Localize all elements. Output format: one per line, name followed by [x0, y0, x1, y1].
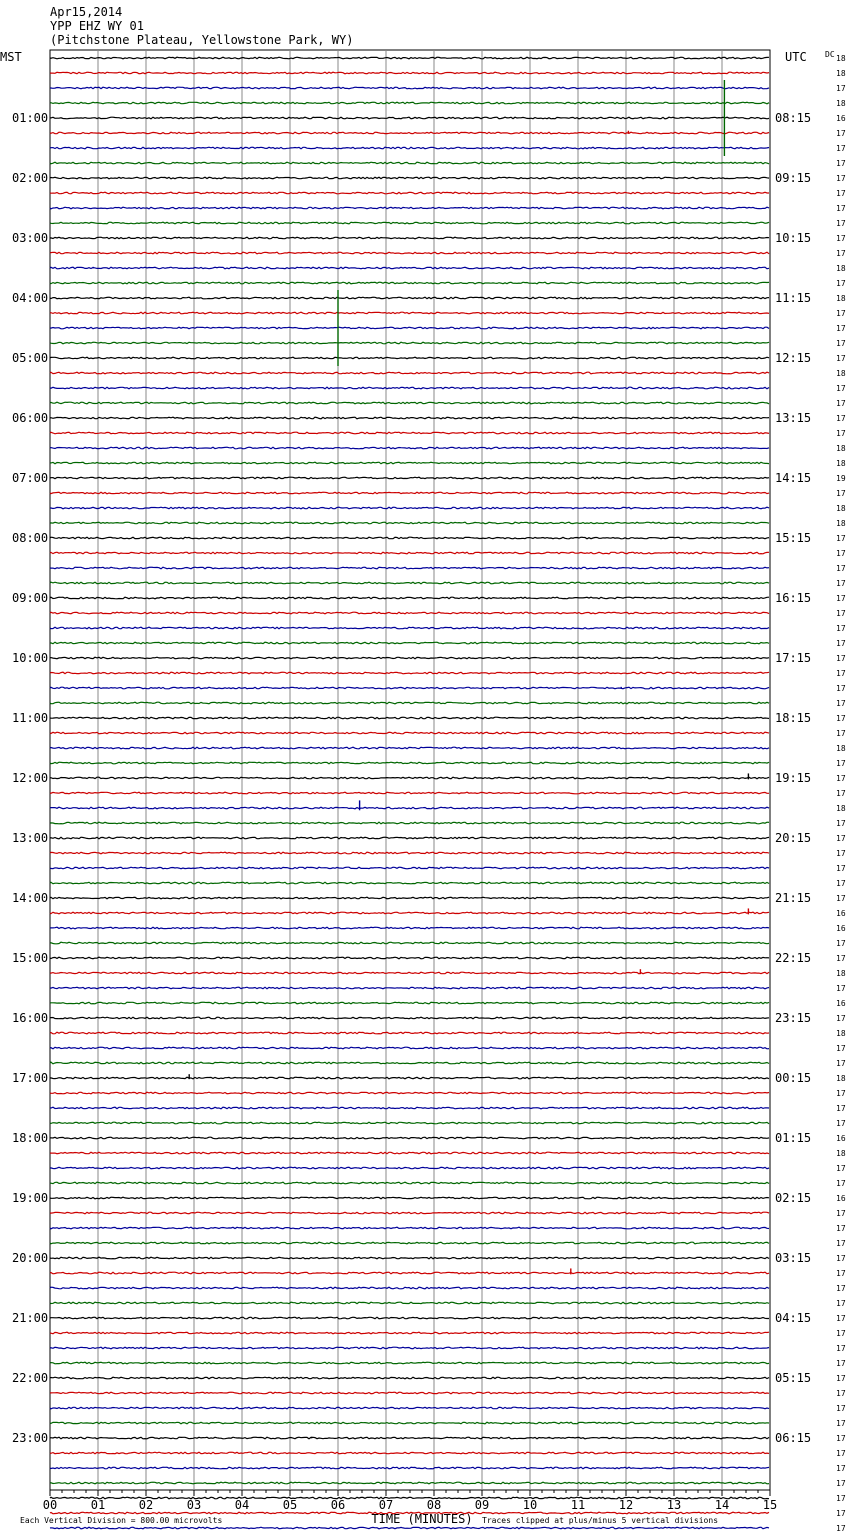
dc-offset-value: 17	[836, 384, 846, 393]
seismic-trace	[50, 1242, 769, 1244]
seismic-trace	[50, 1092, 769, 1094]
seismic-trace	[50, 687, 769, 689]
dc-offset-value: 17	[836, 339, 846, 348]
dc-offset-value: 17	[836, 1164, 846, 1173]
dc-offset-value: 17	[836, 309, 846, 318]
x-tick-label: 03	[186, 1498, 202, 1512]
seismic-trace	[50, 1422, 769, 1424]
dc-offset-value: 16	[836, 1194, 846, 1203]
dc-offset-value: 17	[836, 849, 846, 858]
dc-offset-value: 17	[836, 1284, 846, 1293]
dc-offset-value: 17	[836, 639, 846, 648]
utc-hour-label: 16:15	[775, 591, 812, 605]
seismic-trace	[50, 1227, 769, 1229]
seismic-trace	[50, 1137, 769, 1139]
seismic-trace	[50, 162, 769, 164]
dc-offset-value: 17	[836, 789, 846, 798]
dc-offset-value: 17	[836, 1344, 846, 1353]
seismic-trace	[50, 987, 769, 989]
utc-hour-label: 00:15	[775, 1071, 812, 1085]
mst-hour-label: 21:00	[12, 1311, 49, 1325]
mst-hour-label: 22:00	[12, 1371, 49, 1385]
mst-hour-label: 19:00	[12, 1191, 49, 1205]
seismic-trace	[50, 372, 769, 374]
dc-offset-value: 17	[836, 1374, 846, 1383]
seismic-trace	[50, 1302, 769, 1304]
x-tick-label: 07	[378, 1498, 394, 1512]
seismic-trace	[50, 972, 769, 974]
dc-offset-value: 17	[836, 549, 846, 558]
seismic-trace	[50, 222, 769, 224]
seismic-trace	[50, 612, 769, 614]
mst-hour-label: 10:00	[12, 651, 49, 665]
dc-offset-value: 16	[836, 114, 846, 123]
dc-offset-value: 17	[836, 1404, 846, 1413]
dc-offset-value: 16	[836, 999, 846, 1008]
mst-hour-label: 04:00	[12, 291, 49, 305]
utc-hour-label: 22:15	[775, 951, 812, 965]
seismic-trace	[50, 237, 769, 239]
dc-offset-value: 17	[836, 669, 846, 678]
dc-offset-value: 17	[836, 429, 846, 438]
dc-offset-value: 18	[836, 264, 846, 273]
header-date: Apr15,2014	[50, 5, 123, 19]
dc-offset-value: 17	[836, 1089, 846, 1098]
dc-offset-value: 17	[836, 1044, 846, 1053]
seismic-trace	[50, 1047, 769, 1049]
seismic-trace	[50, 672, 769, 674]
dc-offset-value: 17	[836, 1239, 846, 1248]
utc-hour-label: 06:15	[775, 1431, 812, 1445]
x-tick-label: 06	[330, 1498, 346, 1512]
dc-offset-value: 17	[836, 894, 846, 903]
dc-offset-value: 17	[836, 414, 846, 423]
dc-offset-value: 18	[836, 744, 846, 753]
seismic-trace	[50, 867, 769, 869]
seismic-trace	[50, 1272, 769, 1274]
dc-offset-value: 17	[836, 1104, 846, 1113]
dc-offset-value: 17	[836, 594, 846, 603]
dc-offset-value: 18	[836, 369, 846, 378]
seismic-trace	[50, 702, 769, 704]
utc-hour-label: 15:15	[775, 531, 812, 545]
seismic-trace	[50, 1437, 769, 1439]
dc-offset-value: 17	[836, 819, 846, 828]
seismic-trace	[50, 747, 769, 749]
x-tick-label: 12	[618, 1498, 634, 1512]
footer-clipping-note: Traces clipped at plus/minus 5 vertical divisions	[482, 1516, 719, 1525]
dc-offset-value: 17	[836, 624, 846, 633]
dc-offset-value: 17	[836, 954, 846, 963]
dc-offset-value: 16	[836, 909, 846, 918]
utc-hour-label: 01:15	[775, 1131, 812, 1145]
mst-hour-label: 06:00	[12, 411, 49, 425]
dc-offset-value: 18	[836, 69, 846, 78]
x-tick-label: 11	[570, 1498, 586, 1512]
x-tick-label: 14	[714, 1498, 730, 1512]
seismic-trace	[50, 567, 769, 569]
dc-offset-value: 16	[836, 924, 846, 933]
dc-offset-value: 17	[836, 144, 846, 153]
mst-hour-label: 02:00	[12, 171, 49, 185]
dc-offset-value: 17	[836, 1479, 846, 1488]
dc-offset-value: 17	[836, 714, 846, 723]
seismic-trace	[50, 507, 769, 509]
dc-offset-value: 17	[836, 1494, 846, 1503]
seismic-trace	[50, 132, 769, 134]
dc-offset-value: 17	[836, 234, 846, 243]
seismic-trace	[50, 642, 769, 644]
dc-offset-value: 17	[836, 219, 846, 228]
plot-frame	[50, 50, 770, 1490]
dc-offset-value: 18	[836, 459, 846, 468]
seismic-trace	[50, 402, 769, 404]
seismic-trace	[50, 267, 769, 269]
dc-offset-value: 17	[836, 939, 846, 948]
dc-offset-value: 17	[836, 189, 846, 198]
seismic-trace	[50, 717, 769, 719]
dc-offset-value: 17	[836, 1524, 846, 1533]
utc-hour-label: 13:15	[775, 411, 812, 425]
dc-offset-value: 18	[836, 804, 846, 813]
dc-offset-value: 17	[836, 159, 846, 168]
seismic-trace	[50, 1122, 769, 1124]
dc-offset-value: 17	[836, 984, 846, 993]
seismic-trace	[50, 117, 769, 119]
seismic-trace	[50, 657, 769, 659]
seismic-trace	[50, 1377, 769, 1379]
x-tick-label: 08	[426, 1498, 442, 1512]
seismic-trace	[50, 522, 769, 524]
seismic-trace	[50, 882, 769, 884]
dc-offset-value: 17	[836, 864, 846, 873]
utc-hour-label: 23:15	[775, 1011, 812, 1025]
seismic-trace	[50, 807, 769, 809]
seismic-trace	[50, 1212, 769, 1214]
seismic-trace	[50, 177, 769, 179]
dc-offset-value: 18	[836, 99, 846, 108]
dc-offset-value: 17	[836, 1254, 846, 1263]
seismic-trace	[50, 87, 769, 89]
seismic-trace	[50, 1032, 769, 1034]
seismic-trace	[50, 1017, 769, 1019]
dc-offset-value: 17	[836, 84, 846, 93]
seismic-trace	[50, 1407, 769, 1409]
seismic-trace	[50, 1167, 769, 1169]
dc-offset-value: 17	[836, 354, 846, 363]
mst-hour-label: 16:00	[12, 1011, 49, 1025]
seismic-trace	[50, 1527, 769, 1529]
seismic-trace	[50, 597, 769, 599]
seismic-trace	[50, 417, 769, 419]
seismic-trace	[50, 1467, 769, 1469]
utc-hour-label: 10:15	[775, 231, 812, 245]
seismic-trace	[50, 582, 769, 584]
seismic-trace	[50, 1152, 769, 1154]
seismic-trace	[50, 792, 769, 794]
dc-offset-value: 17	[836, 699, 846, 708]
seismic-trace	[50, 1497, 769, 1499]
x-tick-label: 09	[474, 1498, 490, 1512]
mst-axis-label: MST	[0, 50, 22, 64]
seismic-trace	[50, 57, 769, 59]
seismic-trace	[50, 897, 769, 899]
utc-hour-label: 20:15	[775, 831, 812, 845]
mst-hour-label: 15:00	[12, 951, 49, 965]
dc-offset-value: 17	[836, 204, 846, 213]
dc-offset-value: 17	[836, 534, 846, 543]
dc-offset-value: 18	[836, 294, 846, 303]
x-tick-label: 05	[282, 1498, 298, 1512]
dc-offset-value: 17	[836, 279, 846, 288]
dc-offset-value: 17	[836, 1329, 846, 1338]
dc-offset-value: 17	[836, 324, 846, 333]
utc-hour-label: 21:15	[775, 891, 812, 905]
header-station: YPP EHZ WY 01	[50, 19, 144, 33]
dc-offset-value: 17	[836, 249, 846, 258]
dc-offset-value: 18	[836, 519, 846, 528]
dc-offset-value: 17	[836, 729, 846, 738]
mst-hour-label: 12:00	[12, 771, 49, 785]
seismic-trace	[50, 1107, 769, 1109]
dc-offset-value: 18	[836, 504, 846, 513]
dc-offset-value: 17	[836, 684, 846, 693]
seismic-trace	[50, 357, 769, 359]
dc-offset-value: 17	[836, 399, 846, 408]
seismic-trace	[50, 927, 769, 929]
dc-offset-value: 17	[836, 609, 846, 618]
dc-offset-value: 17	[836, 1464, 846, 1473]
dc-offset-value: 17	[836, 1449, 846, 1458]
seismic-trace	[50, 627, 769, 629]
seismic-trace	[50, 342, 769, 344]
dc-offset-value: 17	[836, 774, 846, 783]
utc-hour-label: 02:15	[775, 1191, 812, 1205]
mst-hour-label: 17:00	[12, 1071, 49, 1085]
mst-hour-label: 03:00	[12, 231, 49, 245]
seismic-trace	[50, 387, 769, 389]
seismic-trace	[50, 207, 769, 209]
utc-hour-label: 09:15	[775, 171, 812, 185]
utc-hour-label: 03:15	[775, 1251, 812, 1265]
seismic-trace	[50, 1257, 769, 1259]
seismic-trace	[50, 537, 769, 539]
seismic-trace	[50, 837, 769, 839]
seismic-trace	[50, 762, 769, 764]
seismic-trace	[50, 732, 769, 734]
seismic-trace	[50, 1482, 769, 1484]
mst-hour-label: 23:00	[12, 1431, 49, 1445]
dc-offset-value: 17	[836, 759, 846, 768]
dc-offset-value: 17	[836, 1419, 846, 1428]
utc-hour-label: 05:15	[775, 1371, 812, 1385]
mst-hour-label: 09:00	[12, 591, 49, 605]
utc-hour-label: 04:15	[775, 1311, 812, 1325]
mst-hour-label: 11:00	[12, 711, 49, 725]
dc-offset-value: 17	[836, 1014, 846, 1023]
mst-hour-label: 14:00	[12, 891, 49, 905]
dc-offset-value: 17	[836, 1359, 846, 1368]
seismic-trace	[50, 777, 769, 779]
utc-axis-label: UTC	[785, 50, 807, 64]
seismic-trace	[50, 432, 769, 434]
dc-label: DC	[825, 50, 835, 59]
mst-hour-label: 01:00	[12, 111, 49, 125]
dc-offset-value: 17	[836, 1314, 846, 1323]
dc-offset-value: 17	[836, 579, 846, 588]
seismic-trace	[50, 477, 769, 479]
mst-hour-label: 08:00	[12, 531, 49, 545]
header-location: (Pitchstone Plateau, Yellowstone Park, WY)	[50, 33, 354, 47]
dc-offset-value: 17	[836, 174, 846, 183]
seismic-trace	[50, 1347, 769, 1349]
dc-offset-value: 17	[836, 1434, 846, 1443]
seismic-trace	[50, 1077, 769, 1079]
x-tick-label: 00	[42, 1498, 58, 1512]
dc-offset-value: 18	[836, 54, 846, 63]
x-tick-label: 01	[90, 1498, 106, 1512]
dc-offset-value: 17	[836, 654, 846, 663]
seismic-trace	[50, 462, 769, 464]
dc-offset-value: 17	[836, 1119, 846, 1128]
mst-hour-label: 07:00	[12, 471, 49, 485]
seismic-trace	[50, 492, 769, 494]
seismic-trace	[50, 1317, 769, 1319]
utc-hour-label: 12:15	[775, 351, 812, 365]
dc-offset-value: 17	[836, 129, 846, 138]
x-tick-label: 13	[666, 1498, 682, 1512]
dc-offset-value: 18	[836, 969, 846, 978]
utc-hour-label: 18:15	[775, 711, 812, 725]
seismic-trace	[50, 327, 769, 329]
dc-offset-value: 17	[836, 1179, 846, 1188]
seismic-trace	[50, 1062, 769, 1064]
dc-offset-value: 17	[836, 564, 846, 573]
dc-offset-value: 17	[836, 879, 846, 888]
mst-hour-label: 05:00	[12, 351, 49, 365]
utc-hour-label: 17:15	[775, 651, 812, 665]
footer-vertical-division: Each Vertical Division = 800.00 microvolts	[20, 1516, 223, 1525]
seismic-trace	[50, 822, 769, 824]
mst-hour-label: 13:00	[12, 831, 49, 845]
seismic-trace	[50, 1332, 769, 1334]
utc-hour-label: 11:15	[775, 291, 812, 305]
dc-offset-value: 17	[836, 489, 846, 498]
dc-offset-value: 17	[836, 1389, 846, 1398]
x-tick-label: 15	[762, 1498, 778, 1512]
seismic-trace	[50, 1392, 769, 1394]
dc-offset-value: 17	[836, 1209, 846, 1218]
seismic-trace	[50, 72, 769, 74]
dc-offset-value: 18	[836, 1149, 846, 1158]
dc-offset-value: 17	[836, 1224, 846, 1233]
dc-offset-value: 17	[836, 1509, 846, 1518]
seismic-trace	[50, 552, 769, 554]
x-axis-title: TIME (MINUTES)	[371, 1512, 473, 1526]
seismic-trace	[50, 282, 769, 284]
x-tick-label: 04	[234, 1498, 250, 1512]
dc-offset-value: 17	[836, 1059, 846, 1068]
seismic-trace	[50, 912, 769, 914]
seismic-trace	[50, 447, 769, 449]
seismic-trace	[50, 1452, 769, 1454]
dc-offset-value: 18	[836, 1074, 846, 1083]
seismic-trace	[50, 192, 769, 194]
mst-hour-label: 20:00	[12, 1251, 49, 1265]
seismic-trace	[50, 252, 769, 254]
dc-offset-value: 17	[836, 1269, 846, 1278]
dc-offset-value: 18	[836, 444, 846, 453]
dc-offset-value: 18	[836, 1029, 846, 1038]
mst-hour-label: 18:00	[12, 1131, 49, 1145]
dc-offset-value: 17	[836, 834, 846, 843]
seismic-trace	[50, 1182, 769, 1184]
seismic-trace	[50, 957, 769, 959]
utc-hour-label: 14:15	[775, 471, 812, 485]
seismic-trace	[50, 312, 769, 314]
seismic-trace	[50, 852, 769, 854]
seismic-trace	[50, 1362, 769, 1364]
seismic-trace	[50, 942, 769, 944]
dc-offset-value: 19	[836, 474, 846, 483]
seismic-trace	[50, 1197, 769, 1199]
dc-offset-value: 16	[836, 1134, 846, 1143]
seismic-trace	[50, 102, 769, 104]
dc-offset-value: 17	[836, 1299, 846, 1308]
utc-hour-label: 19:15	[775, 771, 812, 785]
utc-hour-label: 08:15	[775, 111, 812, 125]
seismic-trace	[50, 1002, 769, 1004]
x-tick-label: 10	[522, 1498, 538, 1512]
seismic-trace	[50, 1287, 769, 1289]
seismic-trace	[50, 147, 769, 149]
x-tick-label: 02	[138, 1498, 154, 1512]
seismic-trace	[50, 297, 769, 299]
